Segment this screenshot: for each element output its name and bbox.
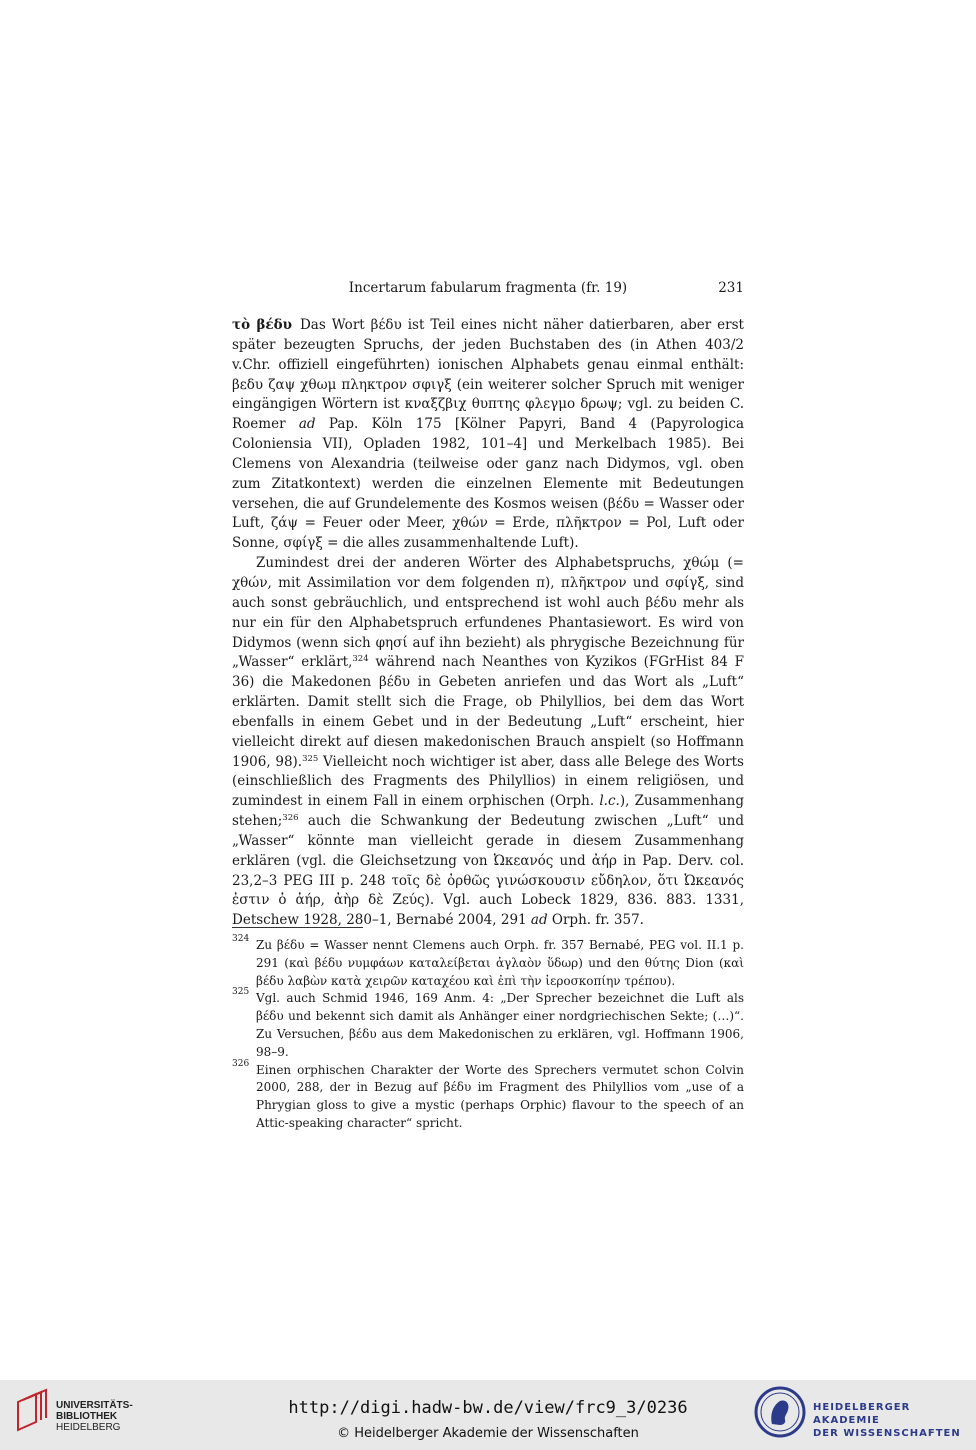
footnote-text: Einen orphischen Charakter der Worte des Sprechers vermutet schon Colvin 2000, 288, der in Bezug auf βέδυ im Fragment des Philyllios vom „use of a Phrygian gloss to give a mystic (perhaps Orphic) flavour to the speech of an Attic-speaking character“ spricht. [256,1062,744,1130]
paragraph-2-b: während nach Neanthes von Kyzikos (FGrHist 84 F 36) die Makedonen βέδυ in Gebeten anriefen und das Wort als „Luft“ erklärten. Damit stellt sich die Frage, ob Philyllios, bei dem das Wort ebenfalls in einem Gebet und in der Bedeutung „Luft“ erscheint, hier vielleicht direkt auf diesen makedonischen Brauch anspielt (so Hoffmann 1906, 98). [232,654,745,770]
page-number: 231 [718,280,744,296]
library-line-2: BIBLIOTHEK [56,1411,118,1422]
main-text [232,316,744,931]
paragraph-2-c: Vielleicht noch wichtiger ist aber, dass alle Belege des Worts (einschließlich des Fragments des Philyllios) in einem religiösen, und zumindest in einem Fall in einem orphischen (Orph. [232,753,744,810]
footnotes [232,934,744,1133]
footnote-ref-324[interactable]: 324 [352,654,369,665]
footnote-326 [232,1058,744,1133]
academy-line-1: HEIDELBERGER AKADEMIE [813,1402,911,1426]
paragraph-2-f: Orph. fr. 357. [547,912,644,929]
paragraph-2 [232,554,744,931]
paragraph-1 [232,316,744,554]
lc-italic: l.c. [599,793,620,810]
paragraph-2-d: ), Zusammenhang stehen; [232,793,744,830]
ad-italic-2: ad [530,912,548,929]
footnote-number: 326 [232,1058,250,1069]
footnote-text: Vgl. auch Schmid 1946, 169 Anm. 4: „Der Sprecher bezeichnet die Luft als βέδυ und bekennt sich damit als Anhänger einer nordgriechischen Sekte; (…)“. Zu Versuchen, βέδυ aus dem Makedonischen zu erklären, vgl. Hoffmann 1906, 98–9. [256,991,744,1059]
source-url[interactable]: http://digi.hadw-bw.de/view/frc9_3/0236 [288,1398,688,1418]
footnote-325 [232,987,744,1061]
footnote-ref-325[interactable]: 325 [302,753,319,764]
paragraph-2-e: auch die Schwankung der Bedeutung zwischen „Luft“ und „Wasser“ könnte man vielleicht gerade in diesem Zusammenhang erklären (vgl. die Gleichsetzung von Ὠκεανός und ἀήρ in Pap. Derv. col. 23,2–3 PEG III p. 248 τοῖς δὲ ὀρθῶς γινώσκουσιν εὔδηλον, ὅτι Ὠκεανός ἐστιν ὁ ἀήρ, ἀὴρ δὲ Ζεύς). Vgl. auch Lobeck 1829, 836. 883. 1331, Detschew 1928, 280–1, Bernabé 2004, 291 [232,813,744,929]
academy-seal-icon[interactable] [754,1386,806,1438]
paragraph-2-a: Zumindest drei der anderen Wörter des Alphabetspruchs, χθώμ (= χθών, mit Assimilation vor dem folgenden π), πλῆκτρον und σφίγξ, sind auch sonst gebräuchlich, und entsprechend ist wohl auch βέδυ mehr als nur ein für den Alphabetspruch erfundenes Phantasiewort. Es wird von Didymos (wenn sich φησί auf ihn bezieht) als phrygische Bezeichnung für „Wasser“ erklärt, [232,555,744,671]
lemma: τὸ βέδυ [232,317,292,333]
footnote-text: Zu βέδυ = Wasser nennt Clemens auch Orph. fr. 357 Bernabé, PEG vol. II.1 p. 291 (καὶ βέδυ νυμφάων καταλείβεται ἀγλαὸν ὕδωρ) und den θύτης Dion (καὶ βέδυ λαβὼν κατὰ χειρῶν καταχέου καὶ ἐπὶ τὴν ἱεροσκοπίην τρέπου). [256,938,744,988]
running-head [232,279,744,297]
footer-bar [0,1380,976,1450]
paragraph-1-text: Das Wort βέδυ ist Teil eines nicht näher datierbaren, aber erst später bezeugten Spruchs, der jeden Buchstaben des (in Athen 403/2 v.Chr. offiziell eingeführten) ionischen Alphabets genau einmal enthält: βεδυ ζαψ χθωμ πληκτρον σφιγξ (ein weiterer solcher Spruch mit weniger eingängigen Wörtern ist κναξζβιχ θυπτης φλεγμο δρωψ; vgl. zu beiden C. Roemer [232,317,744,433]
footnote-number: 324 [232,934,250,944]
copyright: © Heidelberger Akademie der Wissenschaften [337,1426,639,1441]
paragraph-1-rest: Pap. Köln 175 [Kölner Papyri, Band 4 (Papyrologica Coloniensia VII), Opladen 1982, 101–4] und Merkelbach 1985). Bei Clemens von Alexandria (teilweise oder ganz nach Didymos, vgl. oben zum Zitatkontext) werden die einzelnen Elemente mit Bedeutungen versehen, die auf Grundelemente des Kosmos weisen (βέδυ = Wasser oder Luft, ζάψ = Feuer oder Meer, χθών = Erde, πλῆκτρον = Pol, Luft oder Sonne, σφίγξ = die alles zusammenhaltende Luft). [232,416,745,552]
library-line-1: UNIVERSITÄTS- [56,1400,133,1411]
running-head-title: Incertarum fabularum fragmenta (fr. 19) [348,280,628,296]
footnote-rule [232,927,363,928]
academy-name[interactable] [813,1401,973,1440]
ad-italic: ad [298,416,316,433]
library-line-3: HEIDELBERG [56,1422,121,1433]
footnote-number: 325 [232,987,250,998]
footnote-ref-326[interactable]: 326 [282,813,299,824]
academy-line-2: DER WISSENSCHAFTEN [813,1428,961,1439]
footnote-324 [232,934,744,990]
